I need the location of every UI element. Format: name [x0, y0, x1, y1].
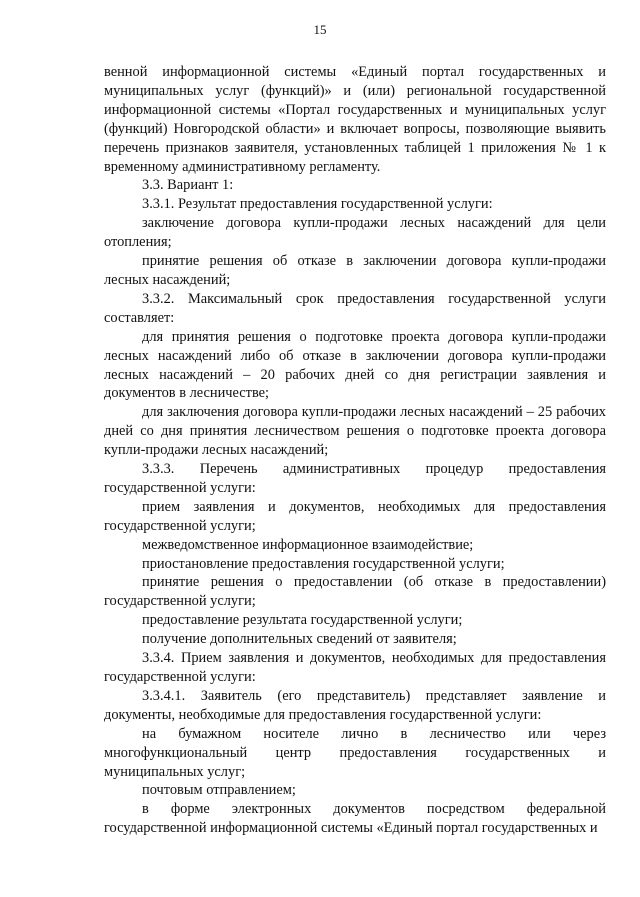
paragraph: 3.3.3. Перечень административных процедур предоставления государственной услуги:	[104, 461, 606, 496]
paragraph: принятие решения о предоставлении (об отказе в предоставлении) государственной услуги;	[104, 574, 606, 610]
paragraph: в форме электронных документов посредством федеральной государственной информационной системы «Единый портал государственных и	[104, 801, 606, 837]
paragraph: 3.3.2. Максимальный срок предоставления государственной услуги составляет:	[104, 290, 606, 326]
paragraph: для принятия решения о подготовке проекта договора купли-продажи лесных насаждений либо об отказе в заключении договора купли-продажи лесных насаждений – 20 рабочих дней со дня регистрации заявления и документов в лесничестве;	[104, 328, 606, 402]
paragraph: почтовым отправлением;	[142, 782, 296, 799]
paragraph: 3.3.1. Результат предоставления государственной услуги:	[142, 196, 493, 213]
paragraph: на бумажном носителе лично в лесничество или через многофункциональный центр предоставления государственных и муниципальных услуг;	[104, 725, 606, 780]
paragraph: принятие решения об отказе в заключении договора купли-продажи лесных насаждений;	[104, 253, 606, 288]
paragraph: заключение договора купли-продажи лесных насаждений для цели отопления;	[104, 215, 606, 251]
paragraph: получение дополнительных сведений от заявителя;	[142, 631, 457, 648]
paragraph: прием заявления и документов, необходимых для предоставления государственной услуги;	[104, 498, 606, 534]
paragraph: межведомственное информационное взаимодействие;	[142, 536, 474, 553]
paragraph: венной информационной системы «Единый портал государственных и муниципальных услуг (функций)» и (или) региональной государственной информационной системы «Портал государственных и муниципальных услуг (функций) Новгородской области» и включает вопросы, позволяющие выявить перечень признаков заявителя, установленных таблицей 1 приложения № 1 к временному административному регламенту.	[104, 64, 606, 175]
document-body	[104, 63, 606, 838]
paragraph: 3.3. Вариант 1:	[142, 177, 234, 194]
paragraph: приостановление предоставления государственной услуги;	[142, 555, 505, 572]
paragraph: 3.3.4. Прием заявления и документов, необходимых для предоставления государственной услуги:	[104, 650, 606, 685]
paragraph: предоставление результата государственной услуги;	[142, 612, 463, 629]
paragraph: для заключения договора купли-продажи лесных насаждений – 25 рабочих дней со дня принятия лесничеством решения о подготовке проекта договора купли-продажи лесных насаждений;	[104, 404, 606, 459]
paragraph: 3.3.4.1. Заявитель (его представитель) представляет заявление и документы, необходимые для предоставления государственной услуги:	[104, 687, 606, 723]
page-number: 15	[313, 22, 327, 37]
